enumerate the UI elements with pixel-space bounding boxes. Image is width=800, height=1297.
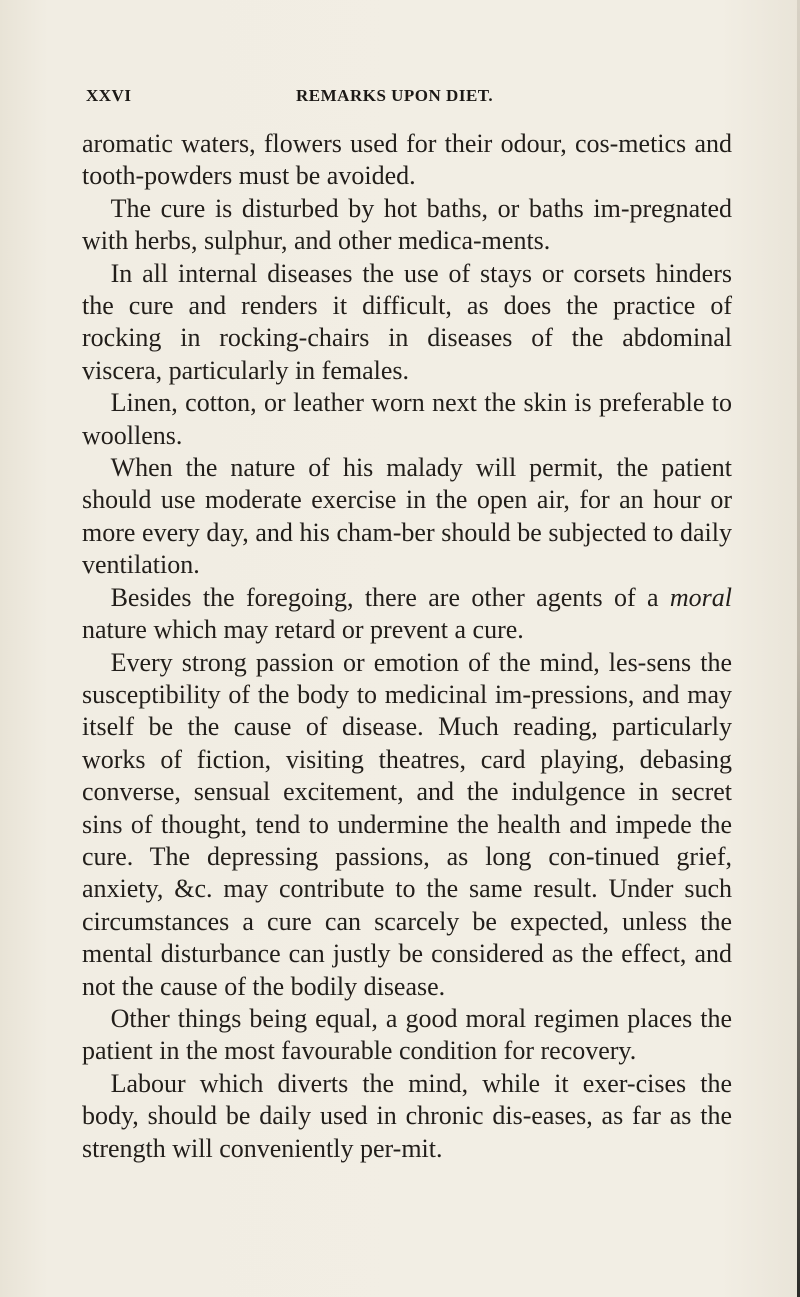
page-number: XXVI [86, 86, 132, 105]
paragraph-6-emphasis: moral [669, 582, 732, 612]
page-header [86, 86, 726, 112]
paragraph-1: aromatic waters, flowers used for their odour, cos-metics and tooth-powders must be avoided. [82, 129, 732, 191]
paragraph-3: In all internal diseases the use of stays or corsets hinders the cure and renders it difficult, as does the practice of rocking in rocking-chairs in diseases of the abdominal viscera, particularly in females. [82, 258, 732, 385]
paragraph-6-before: Besides the foregoing, there are other agents of a [110, 582, 670, 612]
running-head: REMARKS UPON DIET. [296, 86, 494, 105]
paragraph-6-after: nature which may retard or prevent a cure. [82, 615, 524, 645]
paragraph-6 [82, 582, 732, 647]
paragraph-2: The cure is disturbed by hot baths, or baths im-pregnated with herbs, sulphur, and other medica-ments. [82, 193, 732, 256]
paragraph-7: Every strong passion or emotion of the mind, les-sens the susceptibility of the body to medicinal im-pressions, and may itself be the cause of disease. Much reading, particularly works of fiction, visiting theatres, card playing, debasing converse, sensual excitement, and the indulgence in secret sins of thought, tend to undermine the health and impede the cure. The depressing passions, as long con-tinued grief, anxiety, &c. may contribute to the same result. Under such circumstances a cure can scarcely be expected, unless the mental disturbance can justly be considered as the effect, and not the cause of the bodily disease. [82, 647, 732, 1001]
body-text [82, 128, 732, 1165]
paragraph-9: Labour which diverts the mind, while it exer-cises the body, should be daily used in chronic dis-eases, as far as the strength will conveniently per-mit. [82, 1068, 732, 1163]
paragraph-5: When the nature of his malady will permit, the patient should use moderate exercise in the open air, for an hour or more every day, and his cham-ber should be subjected to daily ventilation. [82, 453, 732, 580]
paragraph-4: Linen, cotton, or leather worn next the skin is preferable to woollens. [82, 388, 732, 450]
paragraph-8: Other things being equal, a good moral regimen places the patient in the most favourable condition for recovery. [82, 1003, 732, 1066]
